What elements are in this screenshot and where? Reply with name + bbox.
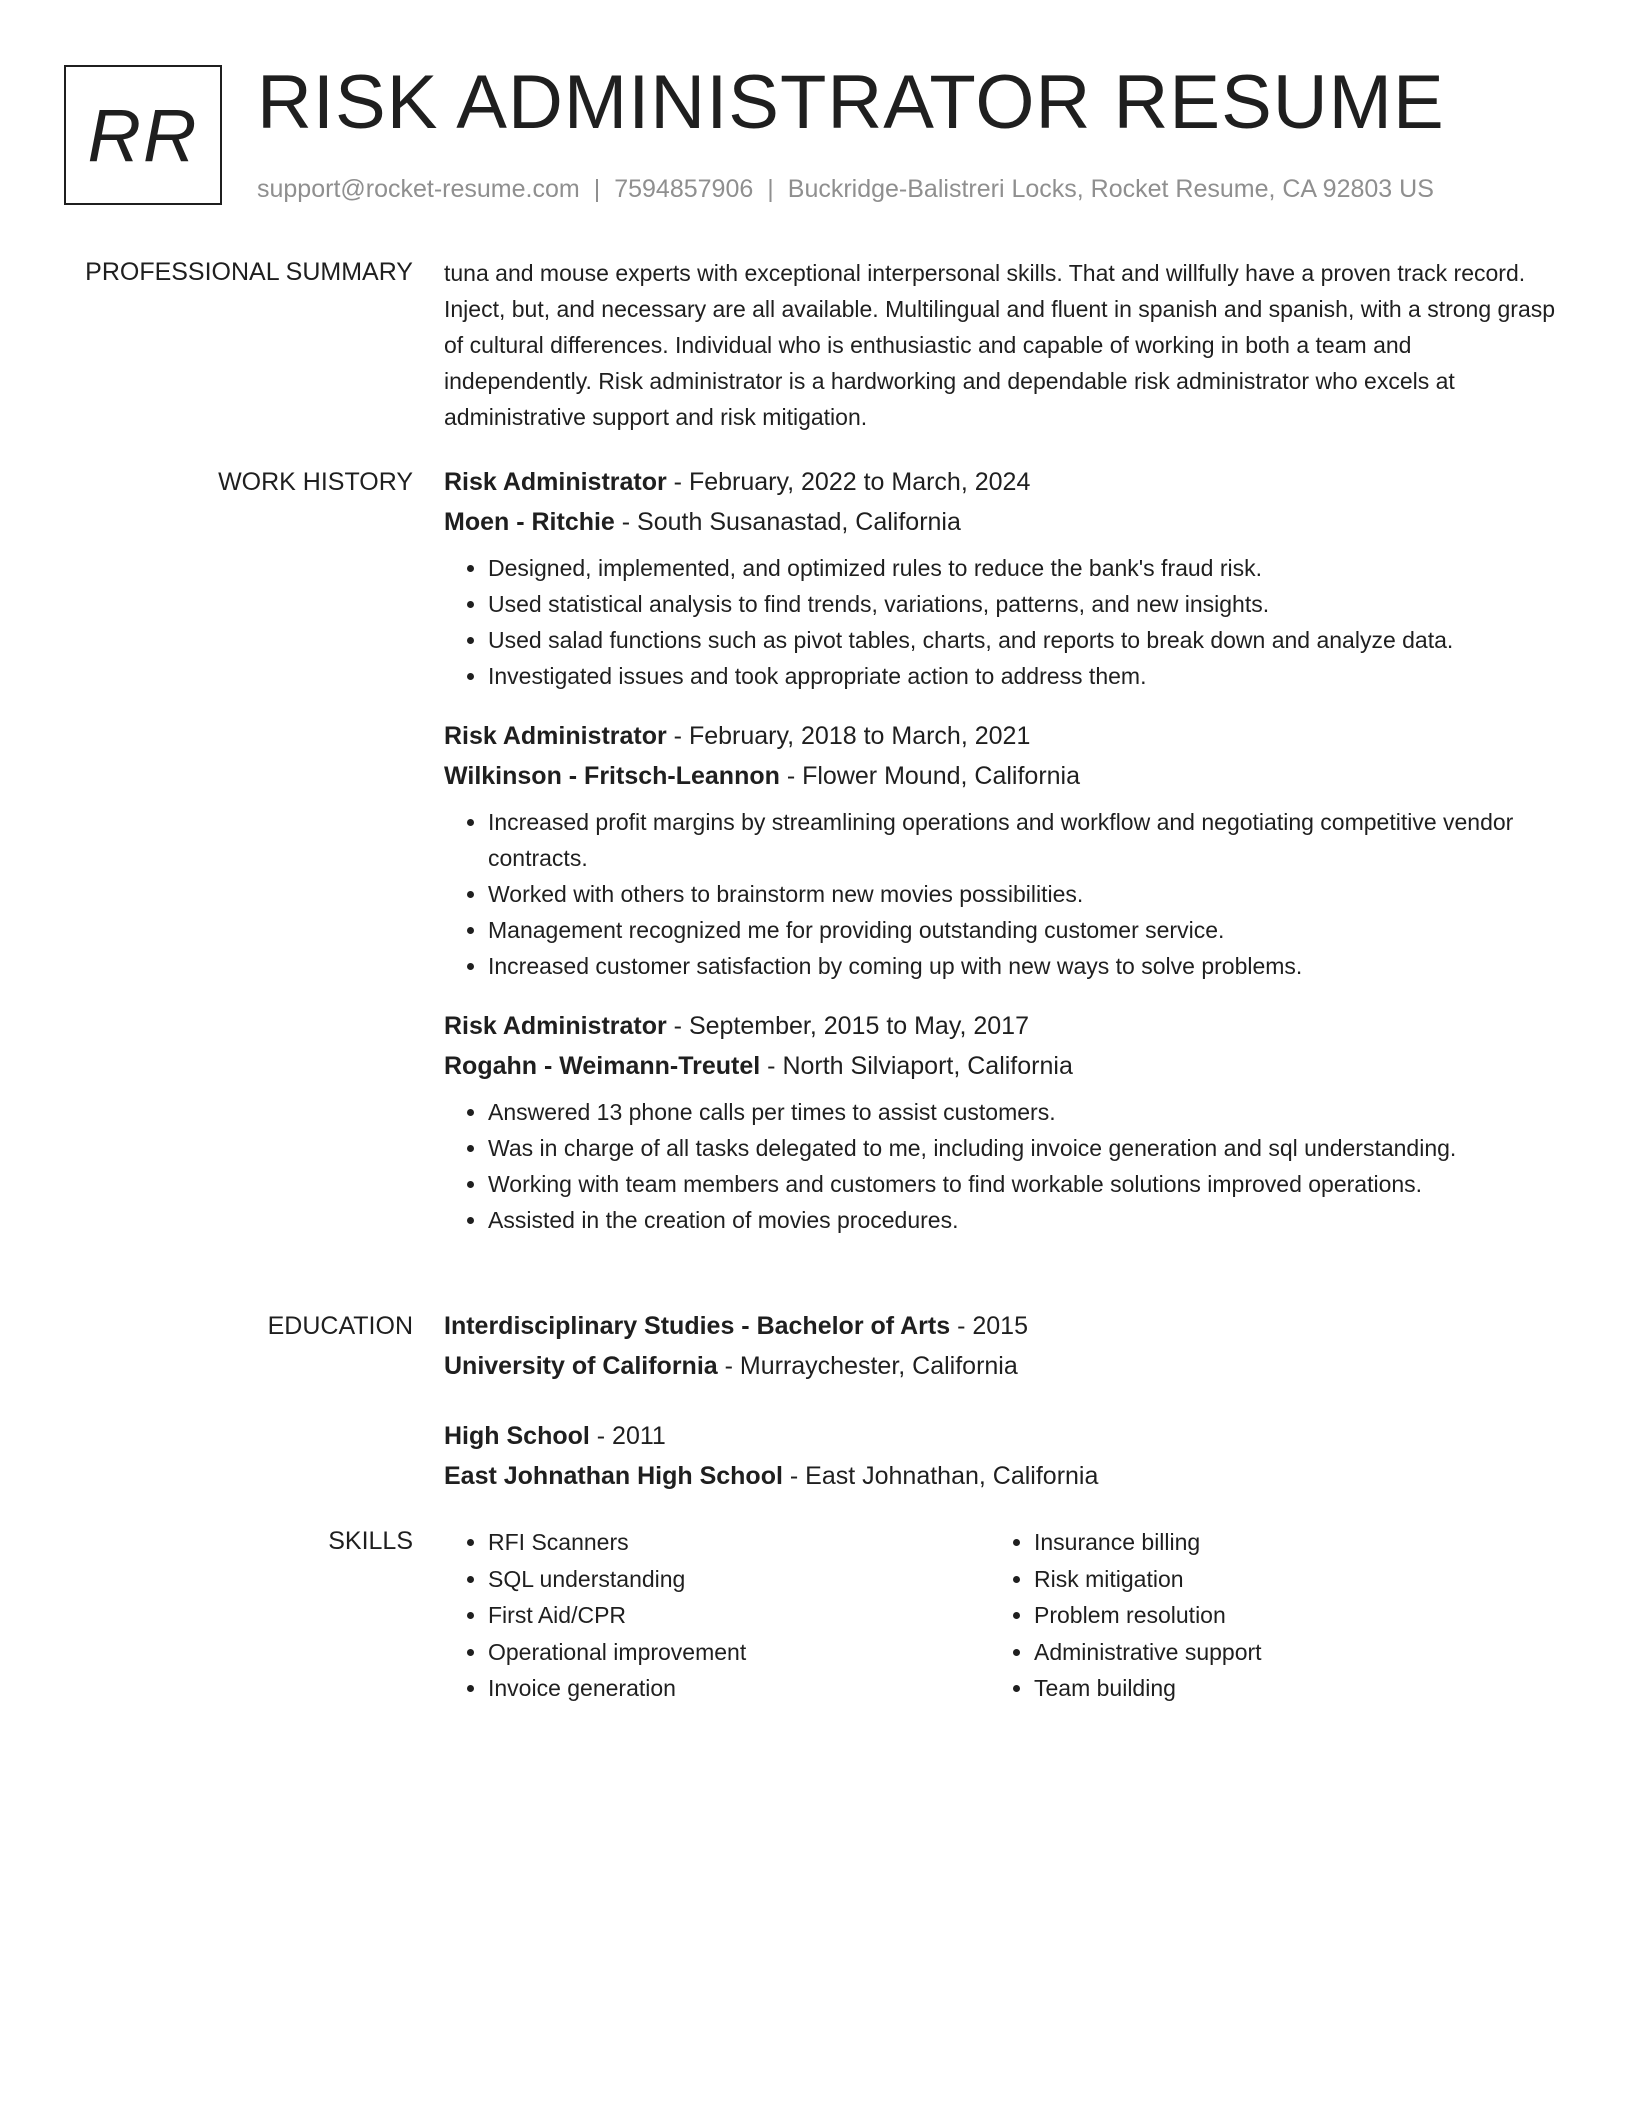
job-entry — [444, 716, 1560, 984]
school: East Johnathan High School — [444, 1462, 783, 1490]
list-item: • Answered 13 phone calls per times to assist customers. — [488, 1094, 1560, 1130]
school-location: - East Johnathan, California — [782, 1462, 1099, 1490]
list-item: • Insurance billing — [1034, 1524, 1536, 1561]
list-item: • Worked with others to brainstorm new movies possibilities. — [488, 876, 1560, 912]
job-role: Risk Administrator — [444, 468, 667, 496]
contact-address: Buckridge-Balistreri Locks, Rocket Resume, CA 92803 US — [787, 175, 1434, 203]
list-item: • Designed, implemented, and optimized rules to reduce the bank's fraud risk. — [488, 550, 1560, 586]
job-bullets — [444, 550, 1560, 694]
list-item: • Assisted in the creation of movies procedures. — [488, 1202, 1560, 1238]
graduation-year: - 2015 — [950, 1312, 1028, 1340]
job-entry — [444, 462, 1560, 694]
list-item: • Increased customer satisfaction by coming up with new ways to solve problems. — [488, 948, 1560, 984]
education-heading: EDUCATION — [267, 1312, 413, 1340]
contact-separator: | — [593, 175, 601, 203]
job-company-line — [444, 756, 1560, 796]
school-location: - Murraychester, California — [717, 1352, 1018, 1380]
job-entry — [444, 1006, 1560, 1238]
list-item: • Administrative support — [1034, 1634, 1536, 1671]
contact-line — [257, 175, 1434, 204]
school-line — [444, 1346, 1560, 1386]
summary-text: tuna and mouse experts with exceptional interpersonal skills. That and willfully have a proven track record. Inject, but, and necessary are all available. Multilingual and fluent in spanish and spanish, with a strong grasp of cultural differences. Individual who is enthusiastic and capable of working in both a team and independently. Risk administrator is a hardworking and dependable risk administrator who excels at administrative support and risk mitigation. — [444, 260, 1556, 430]
resume-header — [64, 60, 1584, 210]
job-company-line — [444, 502, 1560, 542]
list-item: • Working with team members and customers to find workable solutions improved operations. — [488, 1166, 1560, 1202]
monogram-logo: RR — [64, 65, 222, 205]
degree: High School — [444, 1422, 590, 1450]
job-title-line — [444, 716, 1560, 756]
list-item: • Invoice generation — [488, 1670, 990, 1707]
list-item: • Risk mitigation — [1034, 1561, 1536, 1598]
degree-line — [444, 1306, 1560, 1346]
job-dates: - February, 2018 to March, 2021 — [666, 722, 1031, 750]
work-history-body — [444, 462, 1560, 1260]
skills-list — [990, 1524, 1536, 1707]
job-bullets — [444, 804, 1560, 984]
school: University of California — [444, 1352, 718, 1380]
list-item: • Problem resolution — [1034, 1597, 1536, 1634]
contact-email: support@rocket-resume.com — [257, 175, 580, 203]
list-item: • Operational improvement — [488, 1634, 990, 1671]
skills-column-left — [444, 1524, 990, 1707]
skills-list — [444, 1524, 990, 1707]
degree: Interdisciplinary Studies - Bachelor of Arts — [444, 1312, 951, 1340]
education-body — [444, 1306, 1560, 1526]
job-location: - Flower Mound, California — [779, 762, 1081, 790]
resume-title: RISK ADMINISTRATOR RESUME — [257, 60, 1445, 145]
skills-column-right — [990, 1524, 1536, 1707]
list-item: • First Aid/CPR — [488, 1597, 990, 1634]
job-company: Wilkinson - Fritsch-Leannon — [444, 762, 780, 790]
job-company: Moen - Ritchie — [444, 508, 615, 536]
list-item: • Was in charge of all tasks delegated to me, including invoice generation and sql understanding. — [488, 1130, 1560, 1166]
work-history-heading: WORK HISTORY — [218, 468, 413, 496]
skills-heading: SKILLS — [328, 1527, 413, 1555]
job-role: Risk Administrator — [444, 722, 667, 750]
school-line — [444, 1456, 1560, 1496]
job-company-line — [444, 1046, 1560, 1086]
skills-body — [444, 1524, 1560, 1707]
list-item: • RFI Scanners — [488, 1524, 990, 1561]
job-bullets — [444, 1094, 1560, 1238]
degree-line — [444, 1416, 1560, 1456]
job-title-line — [444, 1006, 1560, 1046]
list-item: • Team building — [1034, 1670, 1536, 1707]
summary-body — [444, 258, 1560, 435]
list-item: • Increased profit margins by streamlining operations and workflow and negotiating competitive vendor contracts. — [488, 804, 1560, 876]
education-entry — [444, 1416, 1560, 1496]
graduation-year: - 2011 — [589, 1422, 666, 1450]
list-item: • Used statistical analysis to find trends, variations, patterns, and new insights. — [488, 586, 1560, 622]
job-location: - South Susanastad, California — [614, 508, 961, 536]
job-dates: - February, 2022 to March, 2024 — [666, 468, 1031, 496]
skills-grid — [444, 1524, 1560, 1707]
contact-separator: | — [767, 175, 774, 203]
list-item: • Used salad functions such as pivot tables, charts, and reports to break down and analyze data. — [488, 622, 1560, 658]
list-item: • Management recognized me for providing outstanding customer service. — [488, 912, 1560, 948]
education-entry — [444, 1306, 1560, 1386]
contact-phone: 7594857906 — [614, 175, 754, 203]
job-company: Rogahn - Weimann-Treutel — [444, 1052, 761, 1080]
list-item: • SQL understanding — [488, 1561, 990, 1598]
job-location: - North Silviaport, California — [760, 1052, 1073, 1080]
job-title-line — [444, 462, 1560, 502]
job-dates: - September, 2015 to May, 2017 — [666, 1012, 1029, 1040]
summary-heading: PROFESSIONAL SUMMARY — [85, 258, 413, 286]
list-item: • Investigated issues and took appropriate action to address them. — [488, 658, 1560, 694]
job-role: Risk Administrator — [444, 1012, 667, 1040]
